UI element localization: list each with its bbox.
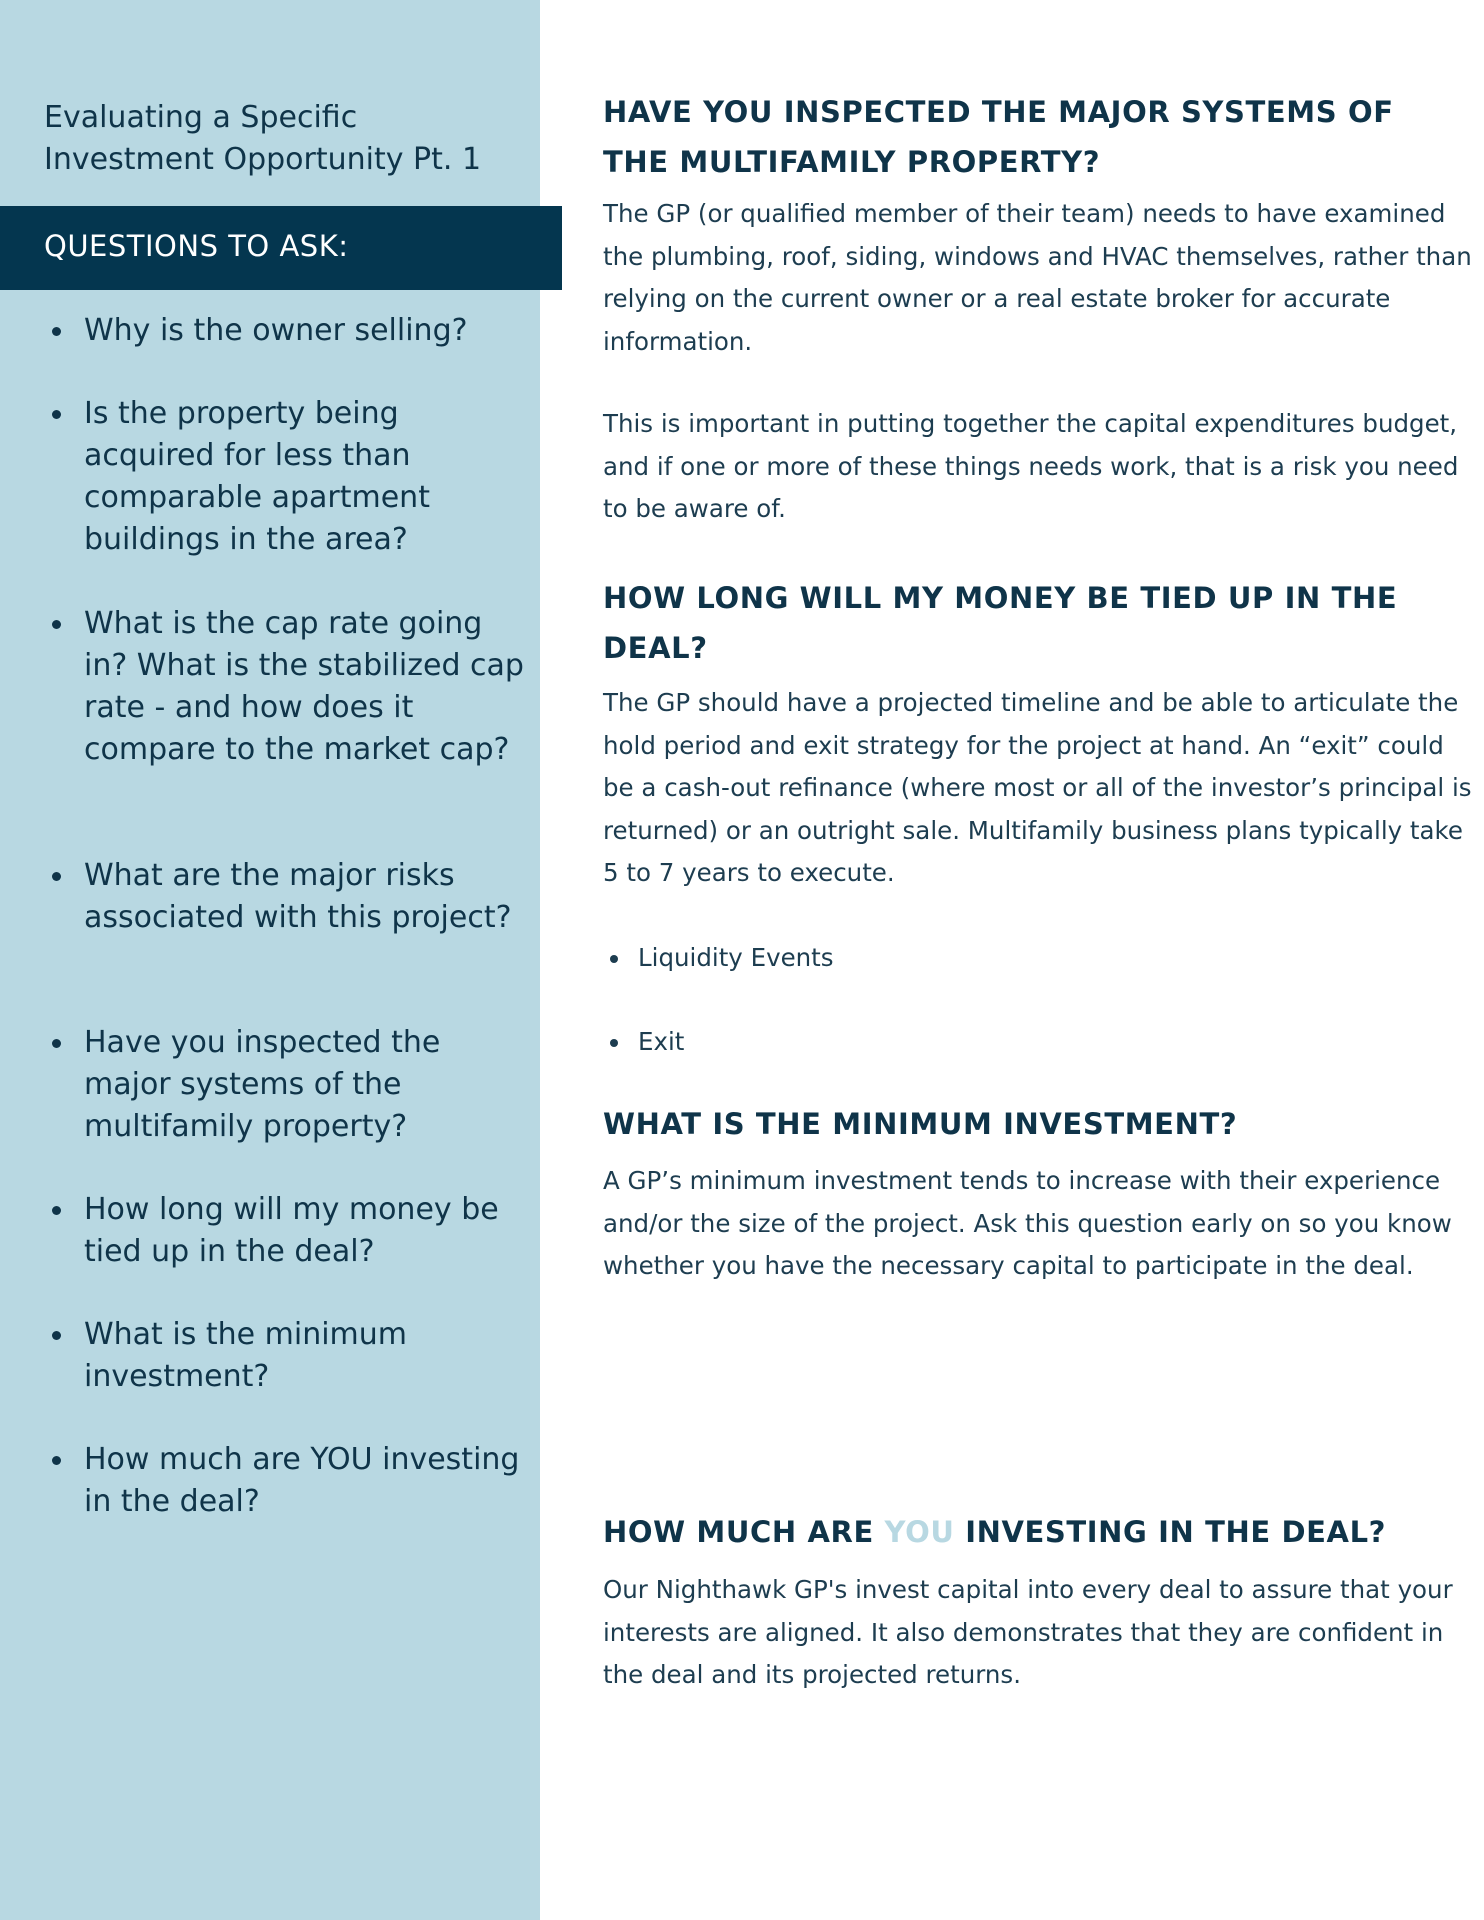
question-text: What is the cap rate going in? What is the stabilized cap rate - and how does it compare to the market cap? <box>84 606 524 767</box>
question-text: What are the major risks associated with this project? <box>84 858 512 935</box>
bullet-icon <box>52 620 61 629</box>
questions-banner-label: QUESTIONS TO ASK: <box>44 229 349 263</box>
bullet-icon <box>52 1206 61 1215</box>
question-text: How long will my money be tied up in the deal? <box>84 1192 499 1269</box>
sidebar-title: Evaluating a Specific Investment Opportunity Pt. 1 <box>44 100 482 177</box>
question-text: Have you inspected the major systems of the multifamily property? <box>84 1025 441 1144</box>
bullet-icon <box>52 1331 61 1340</box>
question-text: What is the minimum investment? <box>84 1317 407 1394</box>
question-text: Is the property being acquired for less than comparable apartment buildings in the area? <box>84 396 430 557</box>
bullet-icon <box>52 1456 61 1465</box>
bullet-icon <box>610 955 618 963</box>
bullet-icon <box>52 410 61 419</box>
section-heading-minimum-investment: WHAT IS THE MINIMUM INVESTMENT? <box>603 1107 1238 1141</box>
section-timeline-paragraph: The GP should have a projected timeline and be able to articulate the hold period and exit strategy for the project at hand. An “exit” could be a cash-out refinance (where most or all of the investor’s principal is returned) or an outright sale. Multifamily business plans typically take 5 to 7 years to execute. <box>603 688 1472 887</box>
bullet-text: Exit <box>638 1027 685 1056</box>
question-text: How much are YOU investing in the deal? <box>84 1442 520 1519</box>
heading-text-start: HOW MUCH ARE <box>603 1515 885 1549</box>
questions-banner <box>0 206 562 290</box>
section-heading-gp-investment <box>603 1507 1463 1557</box>
section-inspection-paragraph-2: This is important in putting together the capital expenditures budget, and if one or more of these things needs work, that is a risk you need to be aware of. <box>603 409 1459 523</box>
bullet-icon <box>52 327 61 336</box>
section-heading-inspection: HAVE YOU INSPECTED THE MAJOR SYSTEMS OF THE MULTIFAMILY PROPERTY? <box>603 95 1394 179</box>
bullet-icon <box>52 1039 61 1048</box>
bullet-icon <box>52 872 61 881</box>
heading-text-end: INVESTING IN THE DEAL? <box>954 1515 1387 1549</box>
heading-text-you: YOU <box>884 1515 955 1549</box>
section-gp-investment-paragraph: Our Nighthawk GP's invest capital into every deal to assure that your interests are aligned. It also demonstrates that they are confident in the deal and its projected returns. <box>603 1575 1453 1689</box>
section-heading-timeline: HOW LONG WILL MY MONEY BE TIED UP IN THE DEAL? <box>603 581 1398 665</box>
bullet-text: Liquidity Events <box>638 943 834 972</box>
question-text: Why is the owner selling? <box>84 313 468 348</box>
section-minimum-investment-paragraph: A GP’s minimum investment tends to increase with their experience and/or the size of the project. Ask this question early on so you know whether you have the necessary capital to participate in the deal. <box>603 1166 1452 1280</box>
bullet-icon <box>610 1039 618 1047</box>
section-inspection-paragraph-1: The GP (or qualified member of their team) needs to have examined the plumbing, roof, siding, windows and HVAC themselves, rather than relying on the current owner or a real estate broker for accurate information. <box>603 199 1472 356</box>
